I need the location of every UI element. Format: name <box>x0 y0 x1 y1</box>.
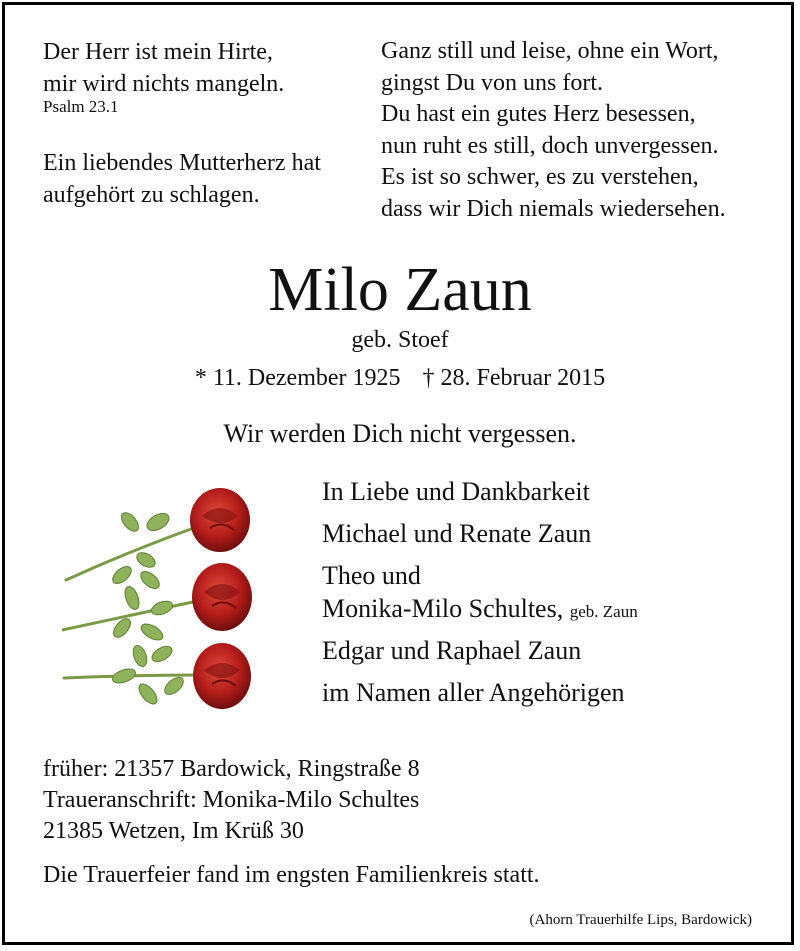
psalm-line-1: Der Herr ist mein Hirte, <box>43 39 273 65</box>
death-date: † 28. Februar 2015 <box>422 365 606 391</box>
address-block <box>43 754 420 847</box>
poem-line-3: Du hast ein gutes Herz besessen, <box>381 101 696 127</box>
former-address: früher: 21357 Bardowick, Ringstraße 8 <box>43 756 420 782</box>
psalm-line-2: mir wird nichts mangeln. <box>43 71 285 97</box>
mourning-contact: Traueranschrift: Monika-Milo Schultes <box>43 787 420 813</box>
mourner-line-2b <box>322 591 638 630</box>
psalm-verse <box>43 36 284 100</box>
roses-icon <box>62 480 262 725</box>
undertaker-credit: (Ahorn Trauerhilfe Lips, Bardowick) <box>529 912 752 928</box>
poem-line-2: gingst Du von uns fort. <box>381 69 603 96</box>
mother-line-2: aufgehört zu schlagen. <box>43 182 260 208</box>
mother-line-1: Ein liebendes Mutterherz hat <box>43 150 321 176</box>
poem-line-5: Es ist so schwer, es zu verstehen, <box>381 164 699 190</box>
farewell-line: Wir werden Dich nicht vergessen. <box>223 419 577 448</box>
mourner-line-3: Edgar und Raphael Zaun <box>322 636 582 665</box>
poem-line-4: nun ruht es still, doch unvergessen. <box>381 132 719 159</box>
farewell-poem <box>381 36 726 225</box>
mother-heart-text <box>43 147 321 211</box>
poem-line-6: dass wir Dich niemals wiedersehen. <box>381 195 726 222</box>
psalm-reference: Psalm 23.1 <box>43 97 119 116</box>
mourners-list <box>322 471 638 714</box>
birth-name: geb. Stoef <box>351 327 449 353</box>
mourners-intro: In Liebe und Dankbarkeit <box>322 477 590 506</box>
life-dates <box>0 365 800 392</box>
poem-line-1: Ganz still und leise, ohne ein Wort, <box>381 38 719 64</box>
mourner-line-2b-note: geb. Zaun <box>569 602 638 621</box>
mourner-line-1: Michael und Renate Zaun <box>322 519 592 548</box>
mourning-city: 21385 Wetzen, Im Krüß 30 <box>43 818 304 844</box>
mourner-line-2b-name: Monika-Milo Schultes, <box>322 594 564 623</box>
ceremony-note: Die Trauerfeier fand im engsten Familienkreis statt. <box>43 862 540 888</box>
mourners-closing: im Namen aller Angehörigen <box>322 678 625 707</box>
birth-date: * 11. Dezember 1925 <box>194 365 401 391</box>
mourner-line-2a: Theo und <box>322 561 421 590</box>
deceased-name: Milo Zaun <box>268 256 532 324</box>
